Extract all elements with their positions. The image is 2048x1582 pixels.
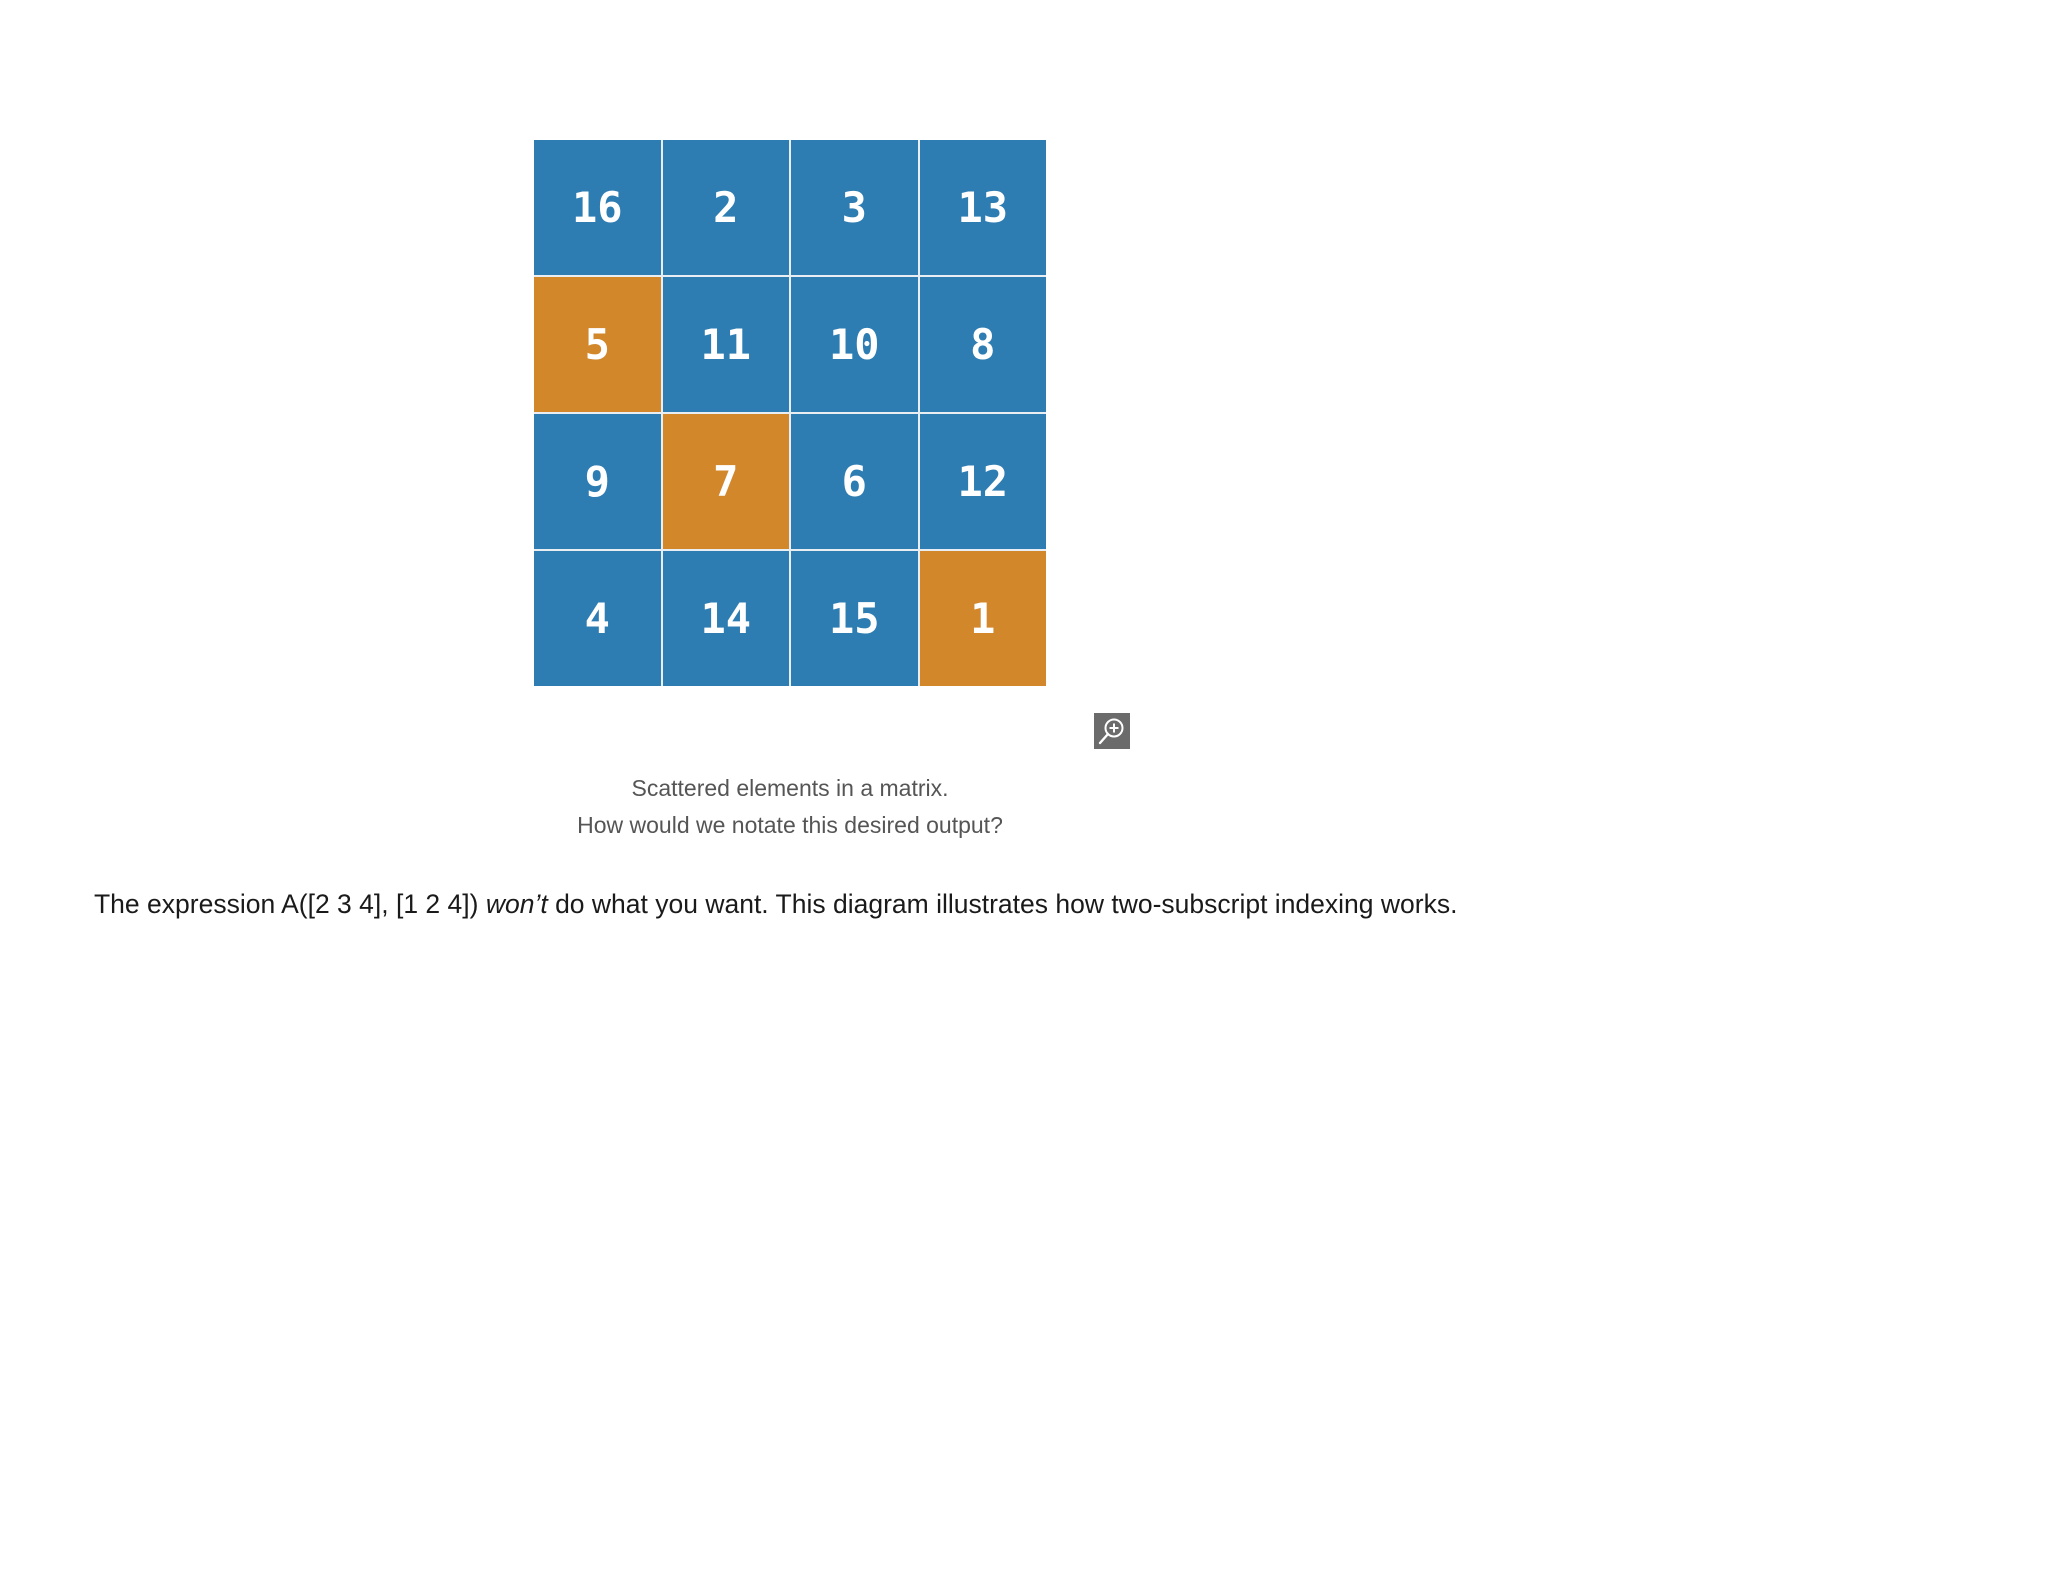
- zoom-in-icon: [1094, 713, 1130, 749]
- matrix-diagram: [534, 140, 1046, 686]
- matrix-cell: 16: [534, 140, 661, 275]
- caption-line-1: Scattered elements in a matrix.: [631, 775, 949, 801]
- matrix-cell: 6: [791, 414, 918, 549]
- matrix-cell: 4: [534, 551, 661, 686]
- matrix-cell: 2: [663, 140, 790, 275]
- matrix-cell: 14: [663, 551, 790, 686]
- caption-line-2: How would we notate this desired output?: [577, 812, 1003, 838]
- matrix-cell: 10: [791, 277, 918, 412]
- body-paragraph: [94, 884, 1474, 925]
- matrix-cell-highlighted: 1: [920, 551, 1047, 686]
- body-text-before: The expression A([2 3 4], [1 2 4]): [94, 889, 486, 919]
- matrix-cell: 13: [920, 140, 1047, 275]
- matrix-cell: 15: [791, 551, 918, 686]
- body-emphasis: won’t: [485, 889, 548, 919]
- matrix-cell: 8: [920, 277, 1047, 412]
- matrix-cell-highlighted: 7: [663, 414, 790, 549]
- matrix-cell: 9: [534, 414, 661, 549]
- zoom-button[interactable]: [1094, 713, 1130, 749]
- figure-caption: [540, 770, 1040, 844]
- matrix-cell: 3: [791, 140, 918, 275]
- matrix-cell: 11: [663, 277, 790, 412]
- matrix-cell-highlighted: 5: [534, 277, 661, 412]
- body-text-after: do what you want. This diagram illustrates how two-subscript indexing works.: [547, 889, 1458, 919]
- matrix-cell: 12: [920, 414, 1047, 549]
